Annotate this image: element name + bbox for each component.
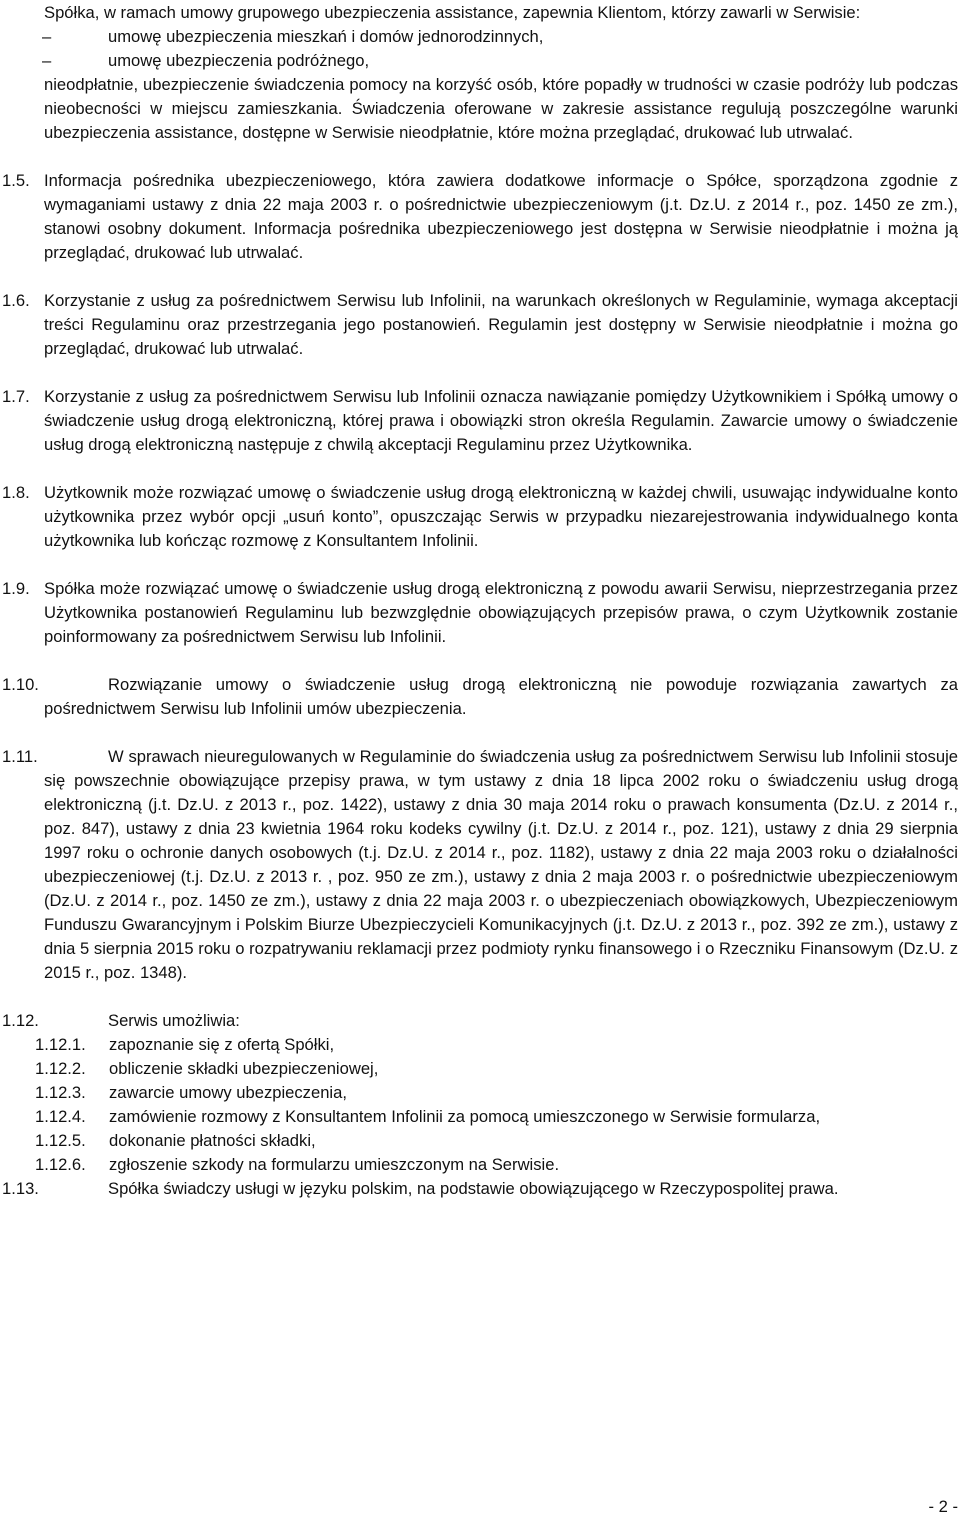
intro-paragraph: Spółka, w ramach umowy grupowego ubezpieczenia assistance, zapewnia Klientom, którzy zawarli w Serwisie: (44, 3, 861, 22)
section-text: Informacja pośrednika ubezpieczeniowego, która zawiera dodatkowe informacje o Spółce, sporządzona zgodnie z wymaganiami ustawy z dnia 22 maja 2003 r. o pośrednictwie ubezpieczeniowym (j.t. Dz.U. z 2014 r., poz. 1450 ze zm.), stanowi osobny dokument. Informacja pośrednika ubezpieczeniowego jest dostępna w Serwisie nieodpłatnie i można ją przeglądać, drukować lub utrwalać. (44, 171, 958, 262)
section-text: W sprawach nieuregulowanych w Regulaminie do świadczenia usług za pośrednictwem Serwisu lub Infolinii stosuje się powszechnie obowiązujące przepisy prawa, w tym ustawy z dnia 18 lipca 2002 roku o świadczeniu usług drogą elektroniczną (j.t. Dz.U. z 2013 r., poz. 1422), ustawy z dnia 30 maja 2014 roku o prawach konsumenta (Dz.U. z 2014 r., poz. 847), ustawy z dnia 23 kwietnia 1964 roku kodeks cywilny (j.t. Dz.U. z 2014 r., poz. 121), ustawy z dnia 29 sierpnia 1997 roku o ochronie danych osobowych (t.j. Dz.U. z 2014 r., poz. 1182), ustawy z dnia 22 maja 2003 roku o działalności ubezpieczeniowej (t.j. Dz.U. z 2013 r. , poz. 950 ze zm.), ustawy z dnia 2 maja 2003 r. o pośrednictwie ubezpieczeniowym (Dz.U. z 2014 r., poz. 1450 ze zm.), ustawy z dnia 22 maja 2003 r. o ubezpieczeniach obowiązkowych, Ubezpieczeniowym Funduszu Gwarancyjnym i Polskim Biurze Ubezpieczycieli Komunikacyjnych (j.t. Dz.U. z 2013 r., poz. 392 ze zm.), ustawy z dnia 5 sierpnia 2015 roku o rozpatrywaniu reklamacji przez podmioty rynku finansowego i o Rzeczniku Finansowym (Dz.U. z 2015 r., poz. 1348). (44, 747, 958, 982)
section-1-6 (2, 289, 958, 361)
subsection-item (35, 1153, 949, 1177)
section-1-5 (2, 169, 958, 265)
section-1-7 (2, 385, 958, 457)
section-number: 1.12. (2, 1011, 39, 1030)
section-1-12 (2, 1009, 958, 1033)
subsection-number: 1.12.6. (35, 1155, 86, 1174)
section-number: 1.8. (2, 483, 30, 502)
dash-item-text: umowę ubezpieczenia mieszkań i domów jednorodzinnych, (108, 27, 544, 46)
subsection-number: 1.12.1. (35, 1035, 86, 1054)
section-1-11 (2, 745, 958, 985)
section-number: 1.9. (2, 579, 30, 598)
section-text: Rozwiązanie umowy o świadczenie usług drogą elektroniczną nie powoduje rozwiązania zawartych za pośrednictwem Serwisu lub Infolinii umów ubezpieczenia. (44, 675, 958, 718)
section-text: Użytkownik może rozwiązać umowę o świadczenie usług drogą elektroniczną w każdej chwili, usuwając indywidualne konto użytkownika przez wybór opcji „usuń konto”, opuszczając Serwis w przypadku niezarejestrowania indywidualnego konta użytkownika lub kończąc rozmowę z Konsultantem Infolinii. (44, 483, 958, 550)
subsection-number: 1.12.5. (35, 1131, 86, 1150)
subsection-item (35, 1057, 949, 1081)
section-number: 1.7. (2, 387, 30, 406)
section-1-13 (2, 1177, 958, 1201)
section-1-9 (2, 577, 958, 649)
subsection-number: 1.12.4. (35, 1107, 86, 1126)
intro-continuation: nieodpłatnie, ubezpieczenie świadczenia pomocy na korzyść osób, które popadły w trudności w czasie podróży lub podczas nieobecności w miejscu zamieszkania. Świadczenia oferowane w zakresie assistance regulują poszczególne warunki ubezpieczenia assistance, dostępne w Serwisie nieodpłatnie, które można przeglądać, drukować lub utrwalać. (44, 75, 958, 142)
section-1-8 (2, 481, 958, 553)
subsection-text: zamówienie rozmowy z Konsultantem Infolinii za pomocą umieszczonego w Serwisie formularza, (109, 1107, 821, 1126)
subsection-text: zawarcie umowy ubezpieczenia, (109, 1083, 347, 1102)
section-1-10 (2, 673, 958, 721)
subsection-item (35, 1129, 949, 1153)
section-text: Korzystanie z usług za pośrednictwem Serwisu lub Infolinii, na warunkach określonych w Regulaminie, wymaga akceptacji treści Regulaminu oraz przestrzegania jego postanowień. Regulamin jest dostępny w Serwisie nieodpłatnie i można go przeglądać, drukować lub utrwalać. (44, 291, 958, 358)
subsection-text: obliczenie składki ubezpieczeniowej, (109, 1059, 379, 1078)
subsection-number: 1.12.2. (35, 1059, 86, 1078)
page-number: - 2 - (928, 1497, 958, 1516)
subsection-item (35, 1081, 949, 1105)
subsection-number: 1.12.3. (35, 1083, 86, 1102)
section-text: Korzystanie z usług za pośrednictwem Serwisu lub Infolinii oznacza nawiązanie pomiędzy Użytkownikiem i Spółką umowy o świadczenie usług drogą elektroniczną, której prawa i obowiązki stron określa Regulamin. Zawarcie umowy o świadczenie usług drogą elektroniczną następuje z chwilą akceptacji Regulaminu przez Użytkownika. (44, 387, 958, 454)
dash-item (42, 25, 958, 49)
section-text: Serwis umożliwia: (108, 1011, 240, 1030)
subsection-text: zgłoszenie szkody na formularzu umieszczonym na Serwisie. (109, 1155, 560, 1174)
subsection-text: zapoznanie się z ofertą Spółki, (109, 1035, 335, 1054)
section-number: 1.10. (2, 675, 39, 694)
section-text: Spółka świadczy usługi w języku polskim, na podstawie obowiązującego w Rzeczypospolitej prawa. (108, 1179, 839, 1198)
section-text: Spółka może rozwiązać umowę o świadczenie usług drogą elektroniczną z powodu awarii Serwisu, nieprzestrzegania przez Użytkownika postanowień Regulaminu lub bezwzględnie obowiązujących przepisów prawa, o czym Użytkownik zostanie poinformowany za pośrednictwem Serwisu lub Infolinii. (44, 579, 958, 646)
section-number: 1.11. (2, 747, 38, 766)
subsection-text: dokonanie płatności składki, (109, 1131, 316, 1150)
subsection-item (35, 1033, 949, 1057)
dash-item (42, 49, 958, 73)
dash-mark: – (42, 51, 52, 70)
section-number: 1.13. (2, 1179, 39, 1198)
section-number: 1.5. (2, 171, 30, 190)
document-body (2, 1, 958, 1201)
subsection-item (35, 1105, 949, 1129)
section-number: 1.6. (2, 291, 30, 310)
dash-item-text: umowę ubezpieczenia podróżnego, (108, 51, 370, 70)
dash-mark: – (42, 27, 52, 46)
